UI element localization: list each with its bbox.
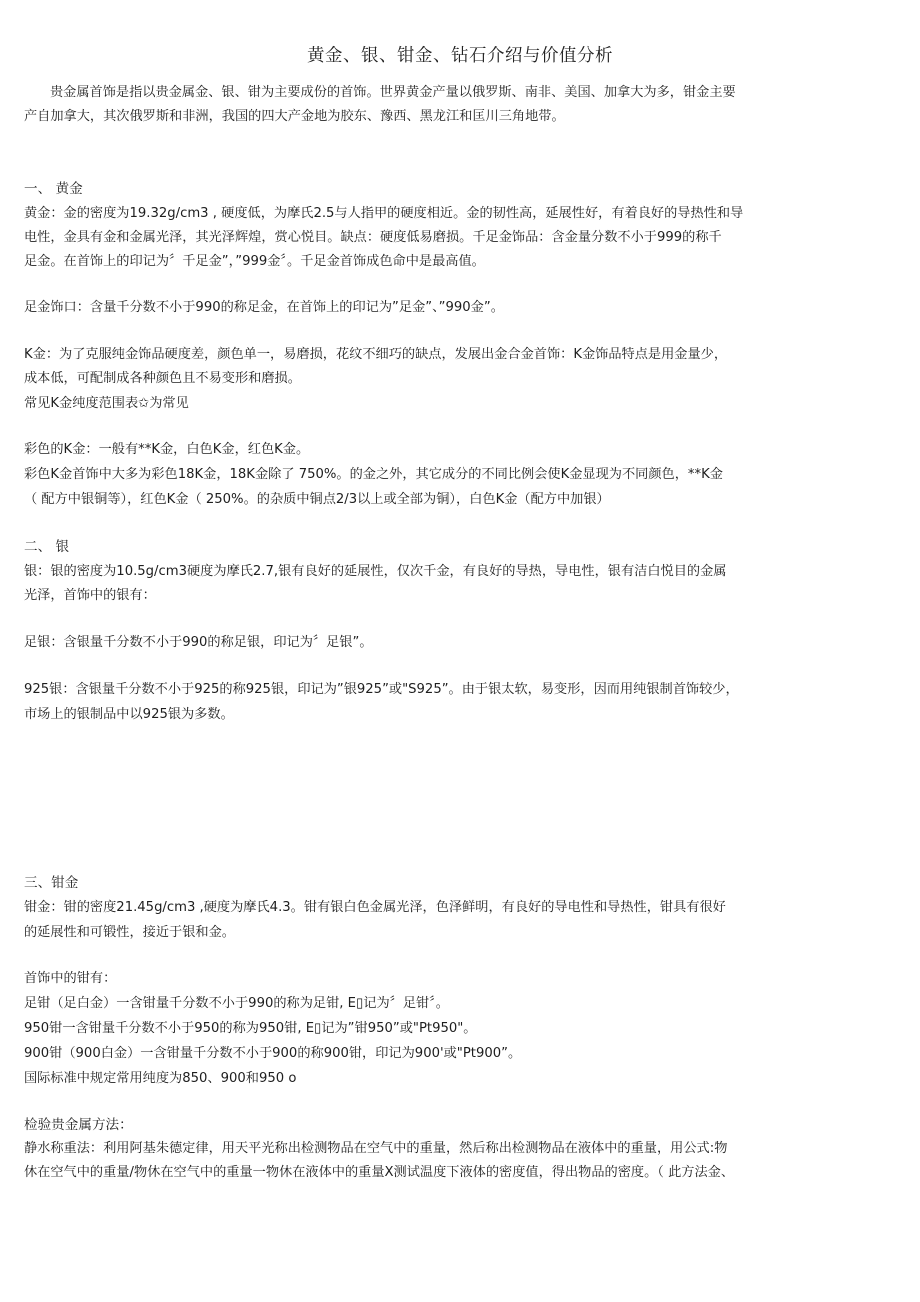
gold-line: 足金。在首饰上的印记为〞千足金”，”999金〞。千足金首饰成色命中是最高值。 — [24, 254, 485, 269]
platinum-line: 钳金：钳的密度21.45g/cm3 ,硬度为摩氏4.3。钳有银白色金属光泽，色泽鲜明，有良好的导电性和导热性，钳具有很好 — [24, 900, 726, 915]
platinum-line: 900钳（900白金）一含钳量千分数不小于900的称900钳，印记为900'或"Pt900”。 — [24, 1046, 522, 1061]
testing-line: 静水称重法：利用阿基朱德定律，用天平光称出检测物品在空气中的重量，然后称出检测物品在液体中的重量，用公式:物 — [24, 1141, 728, 1156]
platinum-line: 足钳（足白金）一含钳量千分数不小于990的称为足钳, E▯记为〞足钳〞。 — [24, 996, 449, 1011]
section-heading-gold: 一、 黄金 — [24, 181, 83, 197]
platinum-line: 的延展性和可锻性，接近于银和金。 — [24, 925, 235, 940]
gold-line: 足金饰口：含量千分数不小于990的称足金，在首饰上的印记为”足金”、”990金”。 — [24, 300, 504, 315]
intro-paragraph-line-2: 产自加拿大，其次俄罗斯和非洲，我国的四大产金地为胶东、豫西、黑龙江和匡川三角地带。 — [24, 109, 565, 124]
section-heading-silver: 二、 银 — [24, 539, 70, 555]
silver-line: 光泽，首饰中的银有： — [24, 588, 156, 603]
platinum-line: 国际标准中规定常用纯度为850、900和950 o — [24, 1071, 297, 1086]
intro-paragraph-line-1: 贵金属首饰是指以贵金属金、银、钳为主要成份的首饰。世界黄金产量以俄罗斯、南非、美国、加拿大为多，钳金主要 — [50, 85, 736, 100]
gold-line: 彩色K金首饰中大多为彩色18K金，18K金除了 750%。的金之外，其它成分的不同比例会使K金显现为不同颜色，**K金 — [24, 467, 723, 482]
silver-line: 市场上的银制品中以925银为多数。 — [24, 707, 234, 722]
platinum-line: 首饰中的钳有： — [24, 971, 117, 986]
gold-line: 成本低，可配制成各种颜色且不易变形和磨损。 — [24, 371, 301, 386]
gold-line: 黄金：金的密度为19.32g/cm3 , 硬度低，为摩氏2.5与人指甲的硬度相近。金的韧性高，延展性好，有着良好的导热性和导 — [24, 206, 744, 221]
gold-line: （ 配方中银铜等），红色K金（ 250%。的杂质中铜点2/3以上或全部为铜），白色K金（配方中加银） — [24, 492, 610, 507]
testing-line: 休在空气中的重量/物休在空气中的重量一物休在液体中的重量X测试温度下液体的密度值，得出物品的密度。（ 此方法金、 — [24, 1165, 735, 1180]
section-heading-platinum: 三、钳金 — [24, 875, 79, 891]
gold-line: 电性，金具有金和金属光泽，其光泽辉煌，赏心悦目。缺点：硬度低易磨损。千足金饰品：含金量分数不小于999的称千 — [24, 230, 722, 245]
silver-line: 银：银的密度为10.5g/cm3硬度为摩氏2.7,银有良好的延展性，仅次千金，有良好的导热，导电性，银有洁白悦目的金属 — [24, 564, 727, 579]
document-title: 黄金、银、钳金、钻石介绍与价值分析 — [307, 46, 613, 66]
gold-line: K金：为了克服纯金饰品硬度差，颜色单一，易磨损，花纹不细巧的缺点，发展出金合金首饰：K金饰品特点是用金量少， — [24, 347, 728, 362]
gold-line: 常见K金纯度范围表✩为常见 — [24, 396, 189, 411]
platinum-line: 950钳一含钳量千分数不小于950的称为950钳, E▯记为”钳950”或"Pt950"。 — [24, 1021, 477, 1036]
silver-line: 足银：含银量千分数不小于990的称足银，印记为〞足银”。 — [24, 635, 373, 650]
silver-line: 925银：含银量千分数不小于925的称925银，印记为”银925”或"S925”。由于银太软，易变形，因而用纯银制首饰较少， — [24, 682, 739, 697]
section-heading-testing: 检验贵金属方法： — [24, 1117, 133, 1133]
gold-line: 彩色的K金：一般有**K金，白色K金，红色K金。 — [24, 442, 310, 457]
